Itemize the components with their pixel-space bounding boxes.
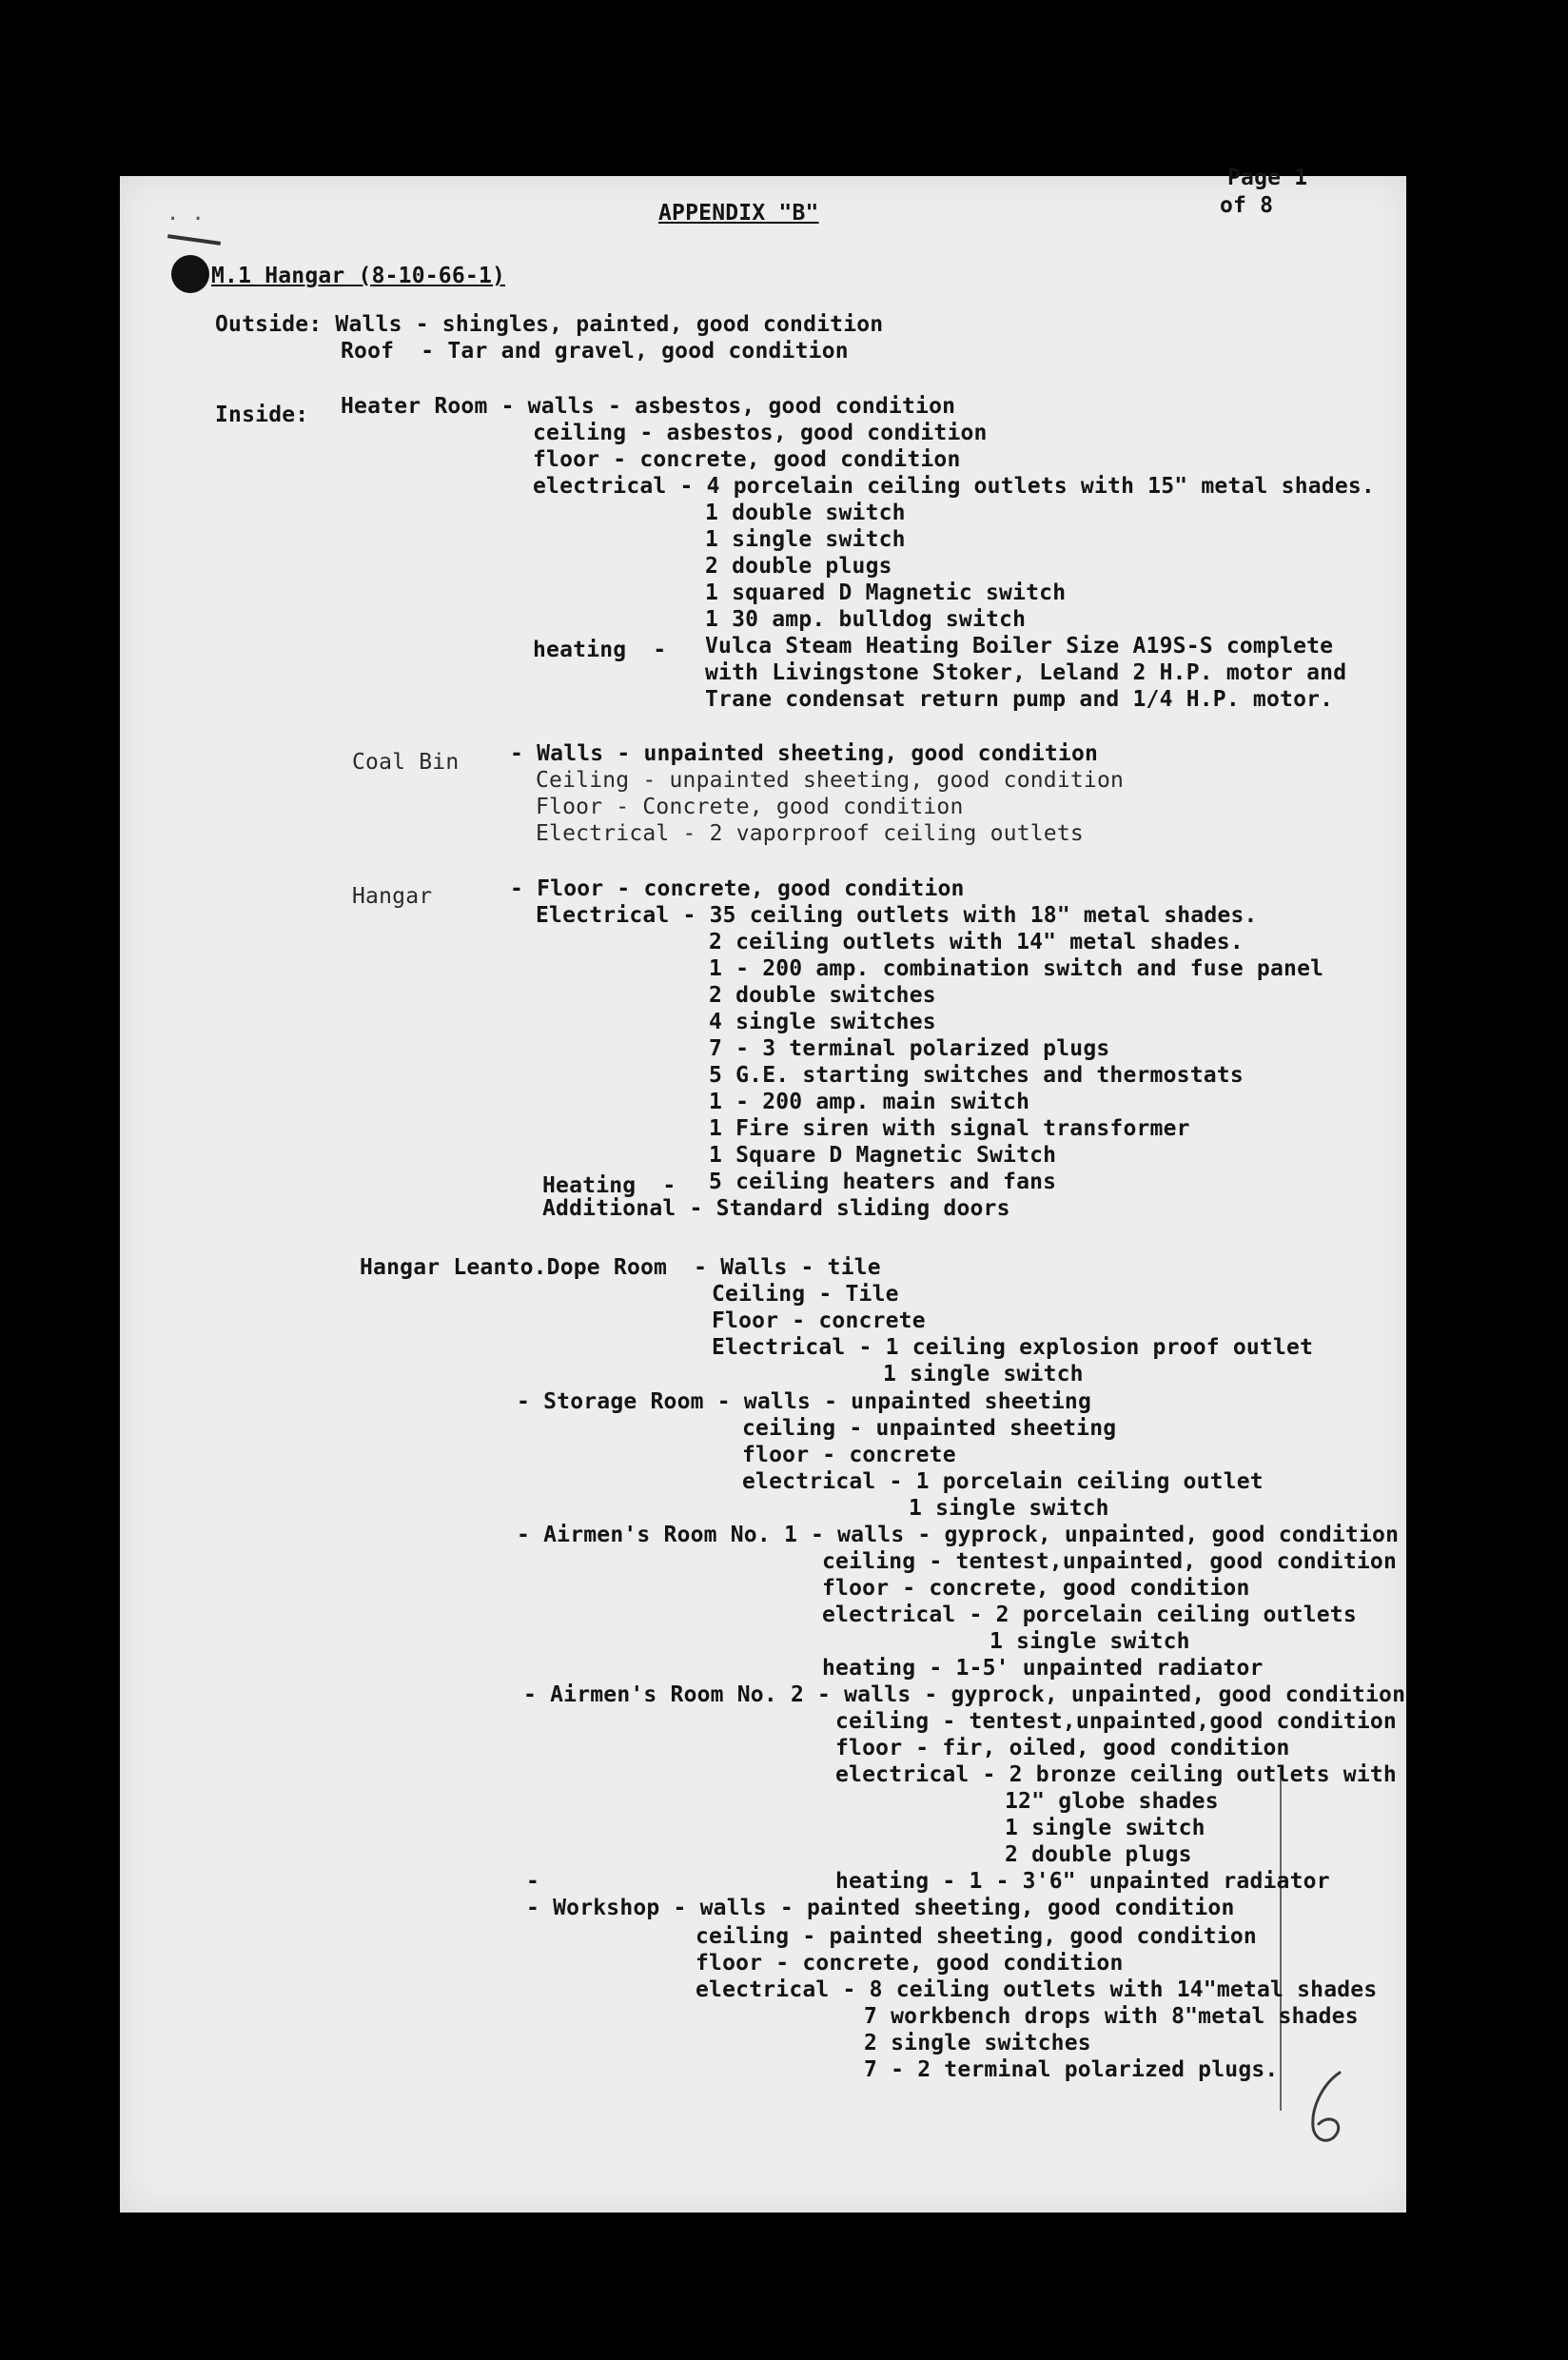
text-line: Outside: Walls - shingles, painted, good condition [215, 312, 884, 337]
text-line: floor - concrete, good condition [533, 447, 961, 472]
handwritten-mark [1294, 2065, 1361, 2151]
text-line: ceiling - tentest,unpainted, good condition [822, 1549, 1398, 1574]
text-line: 5 ceiling heaters and fans [709, 1170, 1057, 1194]
document-title: APPENDIX "B" [658, 201, 819, 226]
text-line: - Storage Room - walls - unpainted sheeting [517, 1389, 1092, 1414]
text-line: 2 double switches [709, 983, 936, 1008]
text-line: ceiling - painted sheeting, good condition [696, 1924, 1257, 1949]
text-line: 1 - 200 amp. main switch [709, 1090, 1030, 1114]
text-line: 1 Square D Magnetic Switch [709, 1143, 1057, 1168]
margin-rule [1280, 1768, 1282, 2111]
text-line: Vulca Steam Heating Boiler Size A19S-S complete [705, 634, 1334, 659]
text-line: 2 double plugs [1005, 1842, 1192, 1867]
page-number-line1: Page 1 [1227, 166, 1308, 190]
text-line: Hangar [352, 884, 433, 909]
text-line: 1 squared D Magnetic switch [705, 580, 1067, 605]
text-line: Floor - Concrete, good condition [536, 795, 964, 819]
text-line: electrical - 4 porcelain ceiling outlets with 15" metal shades. [533, 474, 1375, 499]
ink-blot [171, 255, 209, 293]
text-line: - Walls - unpainted sheeting, good condition [510, 741, 1099, 766]
section-title: M.1 Hangar (8-10-66-1) [211, 264, 506, 288]
text-line: - [526, 1869, 540, 1894]
text-line: - Workshop - walls - painted sheeting, good condition [526, 1896, 1235, 1920]
text-line: 1 - 200 amp. combination switch and fuse panel [709, 956, 1324, 981]
text-line: 1 single switch [705, 527, 906, 552]
text-line: Heater Room - walls - asbestos, good condition [341, 394, 956, 419]
text-line: ceiling - asbestos, good condition [533, 421, 988, 445]
text-line: heating - 1 - 3'6" unpainted radiator [835, 1869, 1330, 1894]
text-line: 1 single switch [883, 1362, 1084, 1386]
text-line: Electrical - 35 ceiling outlets with 18" metal shades. [536, 903, 1258, 928]
text-line: 2 single switches [864, 2031, 1091, 2055]
text-line: Additional - Standard sliding doors [542, 1196, 1010, 1221]
text-line: floor - concrete, good condition [822, 1576, 1250, 1601]
text-line: ceiling - tentest,unpainted,good condition [835, 1709, 1397, 1734]
text-line: floor - concrete, good condition [696, 1951, 1124, 1976]
text-line: 1 double switch [705, 501, 906, 525]
text-line: heating - [533, 638, 667, 662]
text-line: Trane condensat return pump and 1/4 H.P. motor. [705, 687, 1334, 712]
text-line: - Airmen's Room No. 1 - walls - gyprock, unpainted, good condition [517, 1523, 1400, 1547]
text-line: heating - 1-5' unpainted radiator [822, 1656, 1264, 1681]
text-line: Heating - [542, 1173, 676, 1198]
text-line: 1 Fire siren with signal transformer [709, 1116, 1190, 1141]
text-line: Inside: [215, 403, 309, 427]
text-line: floor - concrete [742, 1443, 956, 1467]
text-line: electrical - 1 porcelain ceiling outlet [742, 1469, 1264, 1494]
text-line: 1 30 amp. bulldog switch [705, 607, 1027, 632]
text-line: 7 - 2 terminal polarized plugs. [864, 2057, 1279, 2082]
text-line: Ceiling - unpainted sheeting, good condition [536, 768, 1125, 793]
text-line: 1 single switch [909, 1496, 1109, 1521]
text-line: 7 workbench drops with 8"metal shades [864, 2004, 1359, 2029]
text-line: electrical - 2 porcelain ceiling outlets [822, 1603, 1357, 1627]
text-line: Electrical - 1 ceiling explosion proof outlet [712, 1335, 1314, 1360]
text-line: - Floor - concrete, good condition [510, 876, 965, 901]
text-line: - Airmen's Room No. 2 - walls - gyprock, unpainted, good condition [523, 1682, 1406, 1707]
text-line: 1 single switch [990, 1629, 1190, 1654]
text-line: 7 - 3 terminal polarized plugs [709, 1036, 1110, 1061]
text-line: Electrical - 2 vaporproof ceiling outlets [536, 821, 1084, 846]
text-line: 12" globe shades [1005, 1789, 1219, 1814]
text-line: electrical - 8 ceiling outlets with 14"metal shades [696, 1977, 1378, 2002]
text-line: 2 double plugs [705, 554, 892, 579]
text-line: Hangar Leanto.Dope Room - Walls - tile [360, 1255, 881, 1280]
text-line: Roof - Tar and gravel, good condition [341, 339, 849, 364]
ink-specks: · · [167, 207, 205, 231]
text-line: electrical - 2 bronze ceiling outlets with [835, 1762, 1397, 1787]
text-line: ceiling - unpainted sheeting [742, 1416, 1117, 1441]
text-line: with Livingstone Stoker, Leland 2 H.P. motor and [705, 660, 1347, 685]
text-line: Ceiling - Tile [712, 1282, 899, 1307]
text-line: Floor - concrete [712, 1308, 926, 1333]
text-line: 1 single switch [1005, 1816, 1205, 1840]
text-line: Coal Bin [352, 750, 460, 775]
text-line: floor - fir, oiled, good condition [835, 1736, 1290, 1760]
text-line: 2 ceiling outlets with 14" metal shades. [709, 930, 1244, 954]
page-number-line2: of 8 [1220, 193, 1274, 218]
text-line: 5 G.E. starting switches and thermostats [709, 1063, 1244, 1088]
text-line: 4 single switches [709, 1010, 936, 1034]
